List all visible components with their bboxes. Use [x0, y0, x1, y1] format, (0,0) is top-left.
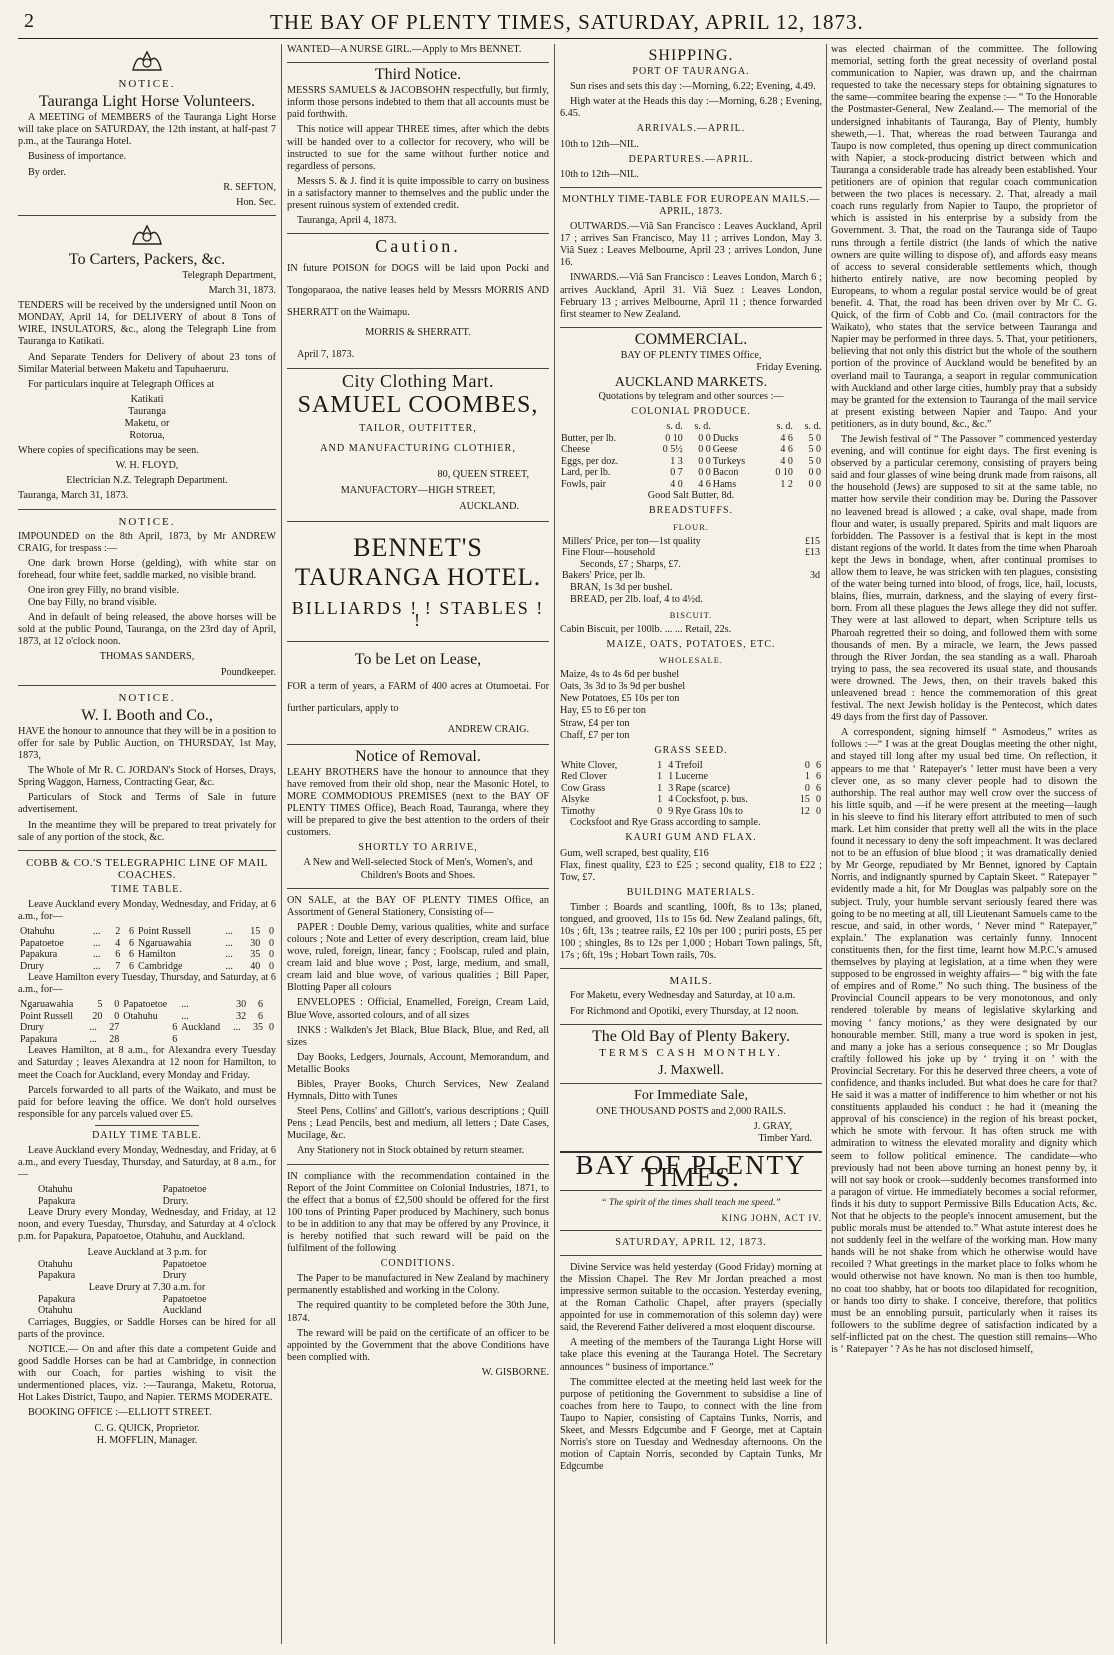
ad-address: MANUFACTORY—HIGH STREET, — [340, 484, 496, 496]
ad-title: Tauranga Light Horse Volunteers. — [38, 93, 255, 111]
grass-seed-table — [560, 760, 822, 818]
table-row: Otahuhu Auckland — [38, 1305, 202, 1317]
article-text: For Maketu, every Wednesday and Saturday, at 10 a.m. — [570, 990, 796, 1002]
table-row: White Clover, 1 4 Trefoil 0 6 — [561, 759, 821, 771]
table-row: Papakura ... 6 6 Hamilton ... 35 0 — [20, 949, 274, 961]
ad-body: Leaves Hamilton, at 8 a.m., for Alexandra every Tuesday and Saturday ; leaves Alexandra at 12 noon for Hamilton, to meet the Coach for Auckland, every Monday and Friday. — [18, 1045, 276, 1081]
column-3 — [560, 44, 822, 1646]
table-row: Timothy 0 9 Rye Grass 10s to 12 0 — [561, 805, 821, 817]
ad-title: Notice of Removal. — [355, 747, 481, 765]
ad-signer: THOMAS SANDERS, — [99, 651, 195, 663]
article-text: Quotations by telegram and other sources :— — [598, 391, 784, 403]
ad-body: A New and Well-selected Stock of Men's, Women's, and Children's Boots and Shoes. — [303, 857, 533, 881]
ad-body: Any Stationery not in Stock obtained by return steamer. — [297, 1145, 525, 1157]
ad-title: Third Notice. — [374, 66, 462, 84]
section-heading: PORT OF TAURANGA. — [632, 66, 750, 78]
section-heading: TIME TABLE. — [111, 883, 183, 895]
article-text: Flax, finest quality, £23 to £25 ; second quality, £18 to £22 ; Tow, £7. — [560, 859, 822, 883]
table-row: Papakura Drury — [38, 1270, 187, 1282]
column-4 — [831, 44, 1097, 1646]
ad-signer: MORRIS & SHERRATT. — [365, 327, 471, 339]
ad-title: To be Let on Lease, — [354, 650, 482, 668]
article-text: The committee elected at the meeting held last week for the purpose of petitioning the Government to subsidise a line of coaches from here to Taupo, to connect with the line from Taupo to Napier, consisting of Captains Tunks, Norris, and Skeet, and Messrs Edgcumbe and F George, met at Captain Norris's store on Tuesday and Wednesday afternoons. On the motion of Captain Norris, seconded by Captain Tunks, Mr Edgcumbe — [560, 1376, 822, 1473]
section-title: MONTHLY TIME-TABLE FOR EUROPEAN MAILS.—APRIL, 1873. — [562, 193, 820, 217]
ad-title: W. I. Booth and Co., — [81, 706, 213, 724]
table-row: Red Clover 1 1 Lucerne 1 6 — [561, 771, 821, 783]
page-number: 2 — [24, 10, 34, 32]
table-row: Drury ... 7 6 Cambridge ... 40 0 — [20, 960, 274, 972]
ad-body: The Paper to be manufactured in New Zealand by machinery permanently established and working in the Colony. — [287, 1273, 549, 1297]
ad-signer: J. Maxwell. — [658, 1062, 724, 1078]
ad-signer-role: Hon. Sec. — [236, 196, 276, 208]
masthead — [0, 0, 1114, 40]
article-text: Chaff, £7 per ton — [560, 729, 630, 741]
article-text: Good Salt Butter, 8d. — [647, 490, 735, 502]
ad-body: Particulars of Stock and Terms of Sale in future advertisement. — [18, 792, 276, 816]
ad-address: AUCKLAND. — [459, 501, 519, 513]
ad-date: Tauranga, April 4, 1873. — [297, 215, 397, 227]
ad-body: The Whole of Mr R. C. JORDAN's Stock of Horses, Drays, Spring Waggon, Harness, Contracting Gear, &c. — [18, 765, 276, 789]
table-row: Otahuhu Papatoetoe — [38, 1184, 207, 1196]
ad-place: Maketu, or — [124, 417, 170, 429]
section-heading: GRASS SEED. — [654, 744, 728, 756]
ad-place: Rotorua, — [129, 430, 165, 442]
table-row: Alsyke 1 4 Cocksfoot, p. bus. 15 0 — [561, 794, 821, 806]
table-row: Bakers' Price, per lb. 3d — [562, 570, 820, 582]
ad-title: City Clothing Mart. — [341, 370, 494, 391]
article-text: BREAD, per 2lb. loaf, 4 to 4½d. — [570, 593, 703, 605]
fare-table — [18, 926, 276, 972]
ad-body: Bibles, Prayer Books, Church Services, New Zealand Hymnals, Ditto with Tunes — [287, 1078, 549, 1103]
ad-title: For Immediate Sale, — [634, 1087, 748, 1103]
section-heading: MAILS. — [669, 975, 713, 988]
ad-body: TENDERS will be received by the undersigned until Noon on MONDAY, April 14, for DELIVERY of about 8 Tons of WIRE, INSULATORS, &c., along the Telegraph Line from Tauranga to Katikati. — [18, 300, 276, 348]
ad-body: And Separate Tenders for Delivery of about 23 tons of Similar Material between Maketu and Tapuhaeruru. — [18, 351, 276, 375]
section-heading: WHOLESALE. — [658, 655, 724, 666]
table-row: Cow Grass 1 3 Rape (scarce) 0 6 — [561, 782, 821, 794]
ad-body: LEAHY BROTHERS have the honour to announce that they have removed from their old shop, near the Masonic Hotel, to MORE COMMODIOUS PREMISES (next to the BAY OF PLENTY TIMES Office), Beach Road, Tauranga, where they will be prepared to give the best attention to the orders of their customers. — [287, 766, 549, 839]
produce-table — [560, 421, 822, 490]
column-2 — [287, 44, 549, 1646]
ad-text: AND MANUFACTURING CLOTHIER, — [320, 442, 516, 454]
ad-body: Leave Drury at 7.30 a.m. for — [88, 1281, 206, 1293]
ad-place: Katikati — [130, 393, 164, 405]
section-heading: CONDITIONS. — [380, 1258, 456, 1270]
article-text: Cabin Biscuit, per 100lb. ... ... Retail, 22s. — [560, 623, 732, 635]
ad-body: And in default of being released, the above horses will be sold at the public Pound, Tauranga, on the 23rd day of April, 1873, at 12 o'clock noon. — [18, 612, 276, 648]
table-row: Otahuhu Papatoetoe — [38, 1258, 207, 1270]
flour-table — [560, 536, 822, 582]
ad-body: Leave Auckland every Monday, Wednesday, and Friday, at 6 a.m., for— — [18, 898, 276, 923]
section-heading: DAILY TIME TABLE. — [92, 1129, 202, 1141]
table-header: s. d. s. d. s. d. s. d. — [666, 421, 821, 433]
article-text: Straw, £4 per ton — [560, 717, 630, 729]
article-text: A correspondent, signing himself “ Asmodeus,” writes as follows :—“ I was at the great Douglas meeting the other night, and stayed till long after my usual bed time. On reflection, it appears to me that ‘ Ratepayer's ’ letter must have been a very clever one, as so many clever people had to disown the authorship. The real author may well crow over the success of his little squib, and —if he were present at the meeting—laugh in his sleeve to find his literary effort attributed to men of such mark. Let him consider that pretty well all the wits in the place found it necessary to deny the soft impeachment. It was declared not to be an effusion of blue blood ; it was dramatically denied by Mr George, repudiated by Mr Bennet, ignored by Captain Norris, and indignantly spurned by Captain Skeet. “ Ratepayer ” evidently made a hit, for Mr Douglas was palpably sore on the subject. Truly, your humble servant seriously feared there was going to be no meeting at all, till Lieutenant Samuels came to the rescue, and said, in other words, ‘ Never mind “ Ratepayer,” explain.’ The explanation was certainly funny. Innocent constituents then, for the first time, learnt how M.P.C.'s amused themselves by playing at legislation, at a time when they were supposed to be engrossed in weighty affairs— “ big with the fate of empires and of Rome.” No such thing. The business of the Provincial Council appears to be very monotonous, and only rendered tolerable by means of legislative skylarking and moving ‘ fancy motions,’ as they were designated by our honourable member. Still, many a true word is spoken in jest, and many a joke has a serious consequence ; so Mr Douglas craftily followed his joke up by ‘ trying it on ’ with the Provincial Secretary. For this he deserved three cheers, a vote of confidence, and thanks included. But what does he care for that? He said it was a matter of indifference to him whether or not his constituents applauded his conduct : he had it (meaning the approval of his conscience) in the region of his breast pocket, which he smote with fervour. It has often struck me with admiration to witness the elevated morality and dignity which seem to follow political eminence. The candidate—who previously had not been above turning an honest penny by, it will not say hook or crook—suddenly becomes transformed into a paragon of virtue. He immediately becomes a social reformer, finds it his duty to support Permissive Bills Education Acts, &c. Not that he objects to the people's innocent amusement, but the public morals must be attended to.” What astute interest does he not suddenly feel in the welfare of the working man. How many hands will he not shake from which he otherwise would have recoiled ? What greetings in the market place to folks whom he would otherwise not have known. No man is then too humble, no coat too shabby, hat or boots too dilapidated for recognition, or hands too dirty to shake. I conceive, therefore, that politics must be an ennobling pursuit, particularly when it raises its followers to the sublime degree of satisfaction indicated by a self-inflicted pat on the chest. The question still remains—Who is ‘ Ratepayer ’ ? As he has not disclosed himself, — [831, 727, 1097, 1356]
ad-body: Steel Pens, Collins' and Gillott's, various descriptions ; Quill Pens ; Lead Pencils, best and medium, all letters ; Date Cases, Mucilage, &c. — [287, 1106, 549, 1142]
route-table — [18, 1184, 276, 1207]
ad-body: WANTED—A NURSE GIRL.—Apply to Mrs BENNET. — [287, 44, 522, 55]
column-divider — [554, 44, 555, 1644]
ad-body: INKS : Walkden's Jet Black, Blue Black, Blue, and Red, all sizes — [287, 1024, 549, 1048]
article-text: was elected chairman of the committee. The following memorial, setting forth the great necessity of overland postal communication to Napier, was drawn up, and the chairman requested to take the necessary steps for obtaining signatures to the same—commitee bearing the expense :— “ To the Honorable the Postmaster-General, New Zealand.— The memorial of the undersigned inhabitants of Tauranga, Bay of Plenty, humbly sheweth,—1. That, whereas the road between Tauranga and Taupo is now completed, thus opening up direct communication with Napier, a stock-producing district between which and Tauranga a considerable trade has already been established. Your petitioners are of opinion that regular coach communication between the two places is necessary. 2. That, already a mail coach runs regularly from Napier to Taupo, the proprietor of which is assisted in his enterprise by a subsidy from the Government. 3. That, the road on the Tauranga side of Taupo runs through a fertile district (the lands of which the native owners are quite willing to dispose of), and affords easy means of access to several considerable settlements which, though hitherto entirely native, are now becoming peopled by Europeans, to whom a regular postal service would be of great benefit. 4. That, the road has been driven over by Mr C. G. Quick, of the firm of Cobb and Co. (mail contractors for the Waikato), who states that the service between Tauranga and Napier may be performed in three days. 5. That, your petitioners, believing that not only this district but the whole of the southern portion of the province of Auckland would be benefited by an overland mail to Tauranga, a seaport in regular communication with Auckland and other large cities, humbly pray that a subsidy may be granted for the extension to Tauranga of the mail service at present existing between Napier and Taupo. And your petitioners, as in duty bound, &c., &c.” — [831, 44, 1097, 430]
ad-body: One iron grey Filly, no brand visible. — [28, 585, 179, 596]
ad-title: COBB & CO.'S TELEGRAPHIC LINE OF MAIL COACHES. — [26, 856, 268, 881]
ad-body: Parcels forwarded to all parts of the Waikato, and must be paid for before leaving the office. We don't hold ourselves responsible for any parcels valued over £5. — [18, 1084, 276, 1120]
ad-signer: J. GRAY, — [753, 1121, 792, 1133]
ad-body: Carriages, Buggies, or Saddle Horses can be hired for all parts of the province. — [18, 1316, 276, 1340]
article-text: Sun rises and sets this day :—Morning, 6.22; Evening, 4.49. — [570, 81, 816, 93]
section-heading: BISCUIT. — [669, 609, 713, 620]
ad-body: Leave Drury every Monday, Wednesday, and Friday, at 12 noon, and every Tuesday, Thursday, and Saturday at 4 o'clock p.m. for Papakura, Papatoetoe, Otahuhu, and Auckland. — [18, 1207, 276, 1243]
table-row: Butter, per lb. 0 10 0 0 Ducks 4 6 5 0 — [561, 432, 821, 444]
section-heading: COLONIAL PRODUCE. — [631, 406, 751, 418]
table-row: Cheese 0 5½ 0 0 Geese 4 6 5 0 — [561, 444, 821, 456]
article-text: 10th to 12th—NIL. — [560, 138, 639, 150]
table-row: Lard, per lb. 0 7 0 0 Bacon 0 10 0 0 — [561, 467, 821, 479]
article-text: Divine Service was held yesterday (Good Friday) morning at the Mission Chapel. The Rev Mr Jordan preached a most impressive sermon suitable to the occasion. Yesterday evening, at the Roman Catholic Chapel, after prayers (specially appointed for use in commemoration of this solemn day) were said, the Reverend Father delivered a most eloquent discourse. — [560, 1261, 822, 1334]
ad-body: One dark brown Horse (gelding), with white star on forehead, four white feet, saddle marked, no visible brand. — [18, 557, 276, 581]
ad-body: One bay Filly, no brand visible. — [28, 597, 157, 609]
ad-date: March 31, 1873. — [208, 285, 276, 297]
ad-body: MESSRS SAMUELS & JACOBSOHN respectfully, but firmly, inform those persons indebted to them that all accounts must be paid forthwith. — [287, 85, 549, 121]
ad-body: The reward will be paid on the certificate of an officer to be appointed by the Government that the above Conditions have been complied with. — [287, 1327, 549, 1363]
table-row: Ngaruawahia 5 0 Papatoetoe ... 30 6 — [20, 999, 264, 1011]
route-table — [18, 1294, 276, 1317]
table-row: Point Russell 20 0 Otahuhu ... 32 6 — [20, 1010, 264, 1022]
ad-signer: W. GISBORNE. — [481, 1366, 549, 1378]
ad-title: To Carters, Packers, &c. — [68, 250, 226, 268]
ad-signer: R. SEFTON, — [223, 181, 276, 193]
ad-body: HAVE the honour to announce that they will be in a position to offer for sale by Public Auction, on THURSDAY, 1st May, 1873, — [18, 725, 276, 762]
table-row: Papakura ... 28 6 — [20, 1033, 178, 1045]
ad-body: Messrs S. & J. find it is quite impossible to carry on business in a satisfactory manner to themselves and the public under the present ruinous system of extended credit. — [287, 175, 549, 212]
table-row: Fine Flour—household £13 — [562, 547, 820, 559]
section-heading: ARRIVALS.—APRIL. — [636, 123, 746, 135]
ad-body: IN future POISON for DOGS will be laid upon Pocki and Tongoparaoa, the native leases held by Messrs MORRIS AND SHERRATT on the Waimapu. — [287, 263, 549, 319]
section-title: SHIPPING. — [648, 47, 734, 64]
ad-body: IN compliance with the recommendation contained in the Report of the Joint Committee on Colonial Industries, 1871, to the effect that a bonus of £2,500 should be offered for the first 100 tons of Printing Paper produced by Machinery, such bonus to be in addition to any that may be offered by any Province, it is hereby notified that such reward will be paid on the fulfilment of the following — [287, 1170, 549, 1255]
section-title: COMMERCIAL. — [634, 330, 748, 348]
ad-body: By order. — [28, 166, 66, 178]
masthead-rule — [18, 38, 1098, 39]
column-divider — [826, 44, 827, 1644]
ad-body: This notice will appear THREE times, after which the debts will be handed over to a collector for recovery, who will be instructed to sue for the same without further notice and regardless of persons. — [287, 124, 549, 172]
newspaper-title: THE BAY OF PLENTY TIMES, SATURDAY, APRIL 12, 1873. — [270, 10, 864, 34]
article-text: New Potatoes, £5 10s per ton — [560, 693, 680, 705]
article-text: Hay, £5 to £6 per ton — [560, 705, 646, 717]
royal-crest-icon — [129, 222, 165, 248]
ad-body: Day Books, Ledgers, Journals, Account, Memorandum, and Metallic Books — [287, 1051, 549, 1075]
article-text: Cocksfoot and Rye Grass according to sample. — [570, 817, 761, 829]
ad-body: Where copies of specifications may be seen. — [18, 445, 199, 457]
ad-title: TAURANGA HOTEL. — [294, 564, 542, 592]
table-row: Papakura Drury. — [38, 1195, 189, 1207]
ad-body: The required quantity to be completed before the 30th June, 1874. — [287, 1300, 549, 1324]
ad-text: Telegraph Department, — [182, 269, 276, 281]
column-divider — [281, 44, 282, 1644]
article-text: The Jewish festival of “ The Passover ” commenced yesterday evening, and will continue for eight days. The first evening is observed by a particular ceremony, consisting of prayers being said and four glasses of wine being drunk made from raisons, all the household (Jews) are supposed to sit at the same table, no matter how servile their condition may be. During the Passover no leavened bread is allowed ; a cake, oval shape, made from flour and water, is usually prepared. Spirits and malt liquors are forbidden. The Passover is a festival that is kept in the most distant regions of the world. It dates from the time when Pharoah kept the Jews in bondage, when, after continual promises to allow them to leave, he was stricken with ten plagues, consisting of the water being turned into blood, of frogs, lice, hail, locusts, blains, flies, murrain, darkness, and the slaying of every first-born. From all these plagues the Jews allege they did not suffer. They were at last allowed to depart, when Scripture tells us Pharoah regretted their so doing, and followed them with some thousands of men. By a miracle, we learn, the Jews passed through the River Jordan, the sea standing as a wall. Pharoah trying to pass, the sea recovered its usual state, and thousands were drowned. The Jews, then, on their travels baked this unleavened bread : hence the commemoration of this great festival. The next Jewish holiday is the Pentecost, which dates 49 days from the first day of Passover. — [831, 434, 1097, 724]
ad-title: SAMUEL COOMBES, — [297, 391, 539, 418]
ad-body: NOTICE.— On and after this date a competent Guide and good Saddle Horses can be had at Cambridge, in connection with our Coach, for parties wishing to visit the undermentioned places, viz. :—Tauranga, Maketu, Rotorua, Hot Lakes District, Taupo, and Napier. TERMS MODERATE. — [18, 1343, 276, 1404]
ad-body: BOOKING OFFICE :—ELLIOTT STREET. — [28, 1407, 212, 1419]
article-text: High water at the Heads this day :—Morning, 6.28 ; Evening, 6.45. — [560, 96, 822, 120]
section-title: AUCKLAND MARKETS. — [614, 375, 768, 391]
notice-heading: NOTICE. — [118, 515, 176, 528]
section-heading: BUILDING MATERIALS. — [626, 886, 756, 898]
notice-heading: NOTICE. — [118, 691, 176, 704]
column-1 — [18, 44, 276, 1646]
section-heading: FLOUR. — [673, 521, 709, 532]
ad-text: TERMS CASH MONTHLY. — [599, 1046, 783, 1059]
ad-signer: W. H. FLOYD, — [115, 460, 179, 472]
ad-body: ENVELOPES : Official, Enamelled, Foreign, Cream Laid, Blue Wove, assorted colours, and of all sizes — [287, 997, 549, 1021]
editorial-banner: BAY OF PLENTY TIMES. — [575, 1150, 807, 1193]
section-heading: MAIZE, OATS, POTATOES, ETC. — [606, 639, 776, 650]
ad-signer: H. MOFFLIN, Manager. — [96, 1434, 198, 1446]
ad-body: ON SALE, at the BAY OF PLENTY TIMES Office, an Assortment of General Stationery, Consisting of— — [287, 894, 549, 918]
table-row: Papakura Papatoetoe — [38, 1293, 207, 1305]
table-row: Drury ... 27 6 Auckland ... 35 0 — [20, 1022, 274, 1034]
section-heading: BREADSTUFFS. — [649, 505, 733, 517]
table-row: Fowls, pair 4 0 4 6 Hams 1 2 0 0 — [561, 478, 821, 490]
ad-title: The Old Bay of Plenty Bakery. — [591, 1027, 791, 1045]
ad-body: Leave Hamilton every Tuesday, Thursday, and Saturday, at 6 a.m., for— — [18, 972, 276, 996]
article-text: INWARDS.—Viâ San Francisco : Leaves London, March 6 ; arrives Auckland, April 31. Viâ Suez : Leaves London, February 13 ; arrives Melbourne, April 11 ; thence forwarded first steamer to New Zealand. — [560, 272, 822, 320]
article-text: Gum, well scraped, best quality, £16 — [560, 847, 709, 859]
ad-place: Tauranga — [128, 405, 166, 417]
article-text: Oats, 3s 3d to 3s 9d per bushel — [560, 681, 686, 693]
section-heading: DEPARTURES.—APRIL. — [628, 153, 754, 165]
ad-body: Business of importance. — [28, 151, 127, 163]
ad-title: BILLIARDS ! ! STABLES ! ! — [291, 598, 545, 631]
ad-body: PAPER : Double Demy, various qualities, white and surface colours ; Note and Letter of every description, cream laid, blue wove, ruled, foreign, linear, fancy ; Foolscap, ruled and plain, cream laid and blue wove ; Post, large, medium, and small, cream laid and blue wove, of various qualities ; Bill Paper, Blotting Paper all colours — [287, 921, 549, 994]
notice-heading: NOTICE. — [118, 78, 176, 90]
ad-signer-role: Poundkeeper. — [220, 666, 276, 678]
ad-signer-role: Timber Yard. — [758, 1133, 812, 1145]
table-row: Papatoetoe ... 4 6 Ngaruawahia ... 30 0 — [20, 937, 274, 949]
ad-body: Leave Auckland at 3 p.m. for — [87, 1246, 207, 1258]
article-text: Maize, 4s to 4s 6d per bushel — [560, 669, 680, 681]
ad-body: Leave Auckland every Monday, Wednesday, and Friday, at 6 a.m., and every Tuesday, Thursday, and Saturday, at 8 a.m., for— — [18, 1145, 276, 1181]
article-text: Timber : Boards and scantling, 100ft, 8s to 13s; planed, tongued, and grooved, 11s to 15s 6d. New Zealand palings, 6ft, 10s ; 6ft, 13s ; teatree rails, £2 10s per 100 ; puriri posts, £5 per 100 ; shingles, 8s to 12s per 1,000 ; Hobart Town palings, 5ft, 17s ; 6ft, 19s ; Hobart Town rails, 70s. — [560, 901, 822, 962]
ad-signer: ANDREW CRAIG. — [447, 723, 529, 735]
ad-body: IMPOUNDED on the 8th April, 1873, by Mr ANDREW CRAIG, for trespass :— — [18, 530, 276, 554]
ad-signer-role: Electrician N.Z. Telegraph Department. — [66, 475, 228, 487]
article-text: Friday Evening. — [756, 361, 822, 373]
ad-body: ONE THOUSAND POSTS and 2,000 RAILS. — [596, 1106, 786, 1118]
article-text: BRAN, 1s 3d per bushel. — [570, 581, 673, 593]
editorial-motto: “ The spirit of the times shall teach me speed.” — [601, 1197, 781, 1208]
table-row: Millers' Price, per ton—1st quality £15 — [562, 535, 820, 547]
ad-signer: C. G. QUICK, Proprietor. — [94, 1422, 200, 1434]
ad-body: A MEETING of MEMBERS of the Tauranga Light Horse will take place on SATURDAY, the 12th instant, at half-past 7 p.m., at the Tauranga Hotel. — [18, 112, 276, 148]
editorial-date: SATURDAY, APRIL 12, 1873. — [615, 1236, 767, 1248]
royal-crest-icon — [129, 48, 165, 74]
article-text: A meeting of the members of the Tauranga Light Horse will take place this evening at the Tauranga Hotel. The Secretary announces “ business of importance.” — [560, 1337, 822, 1373]
ad-title: BENNET'S — [353, 533, 483, 563]
section-heading: SHORTLY TO ARRIVE, — [358, 842, 478, 854]
ad-date: April 7, 1873. — [297, 349, 355, 361]
article-text: OUTWARDS.—Viâ San Francisco : Leaves Auckland, April 17 ; arrives San Francisco, May 11 ; arrives London, May 3. Viâ Suez : Leaves Melbourne, April 23 ; arrives London, June 16. — [560, 221, 822, 269]
article-text: BAY OF PLENTY TIMES Office, — [620, 349, 762, 361]
section-heading: KAURI GUM AND FLAX. — [625, 832, 757, 844]
table-row: Eggs, per doz. 1 3 0 0 Turkeys 4 0 5 0 — [561, 455, 821, 467]
ad-text: TAILOR, OUTFITTER, — [359, 422, 477, 434]
ad-date: Tauranga, March 31, 1873. — [18, 490, 129, 502]
article-text: For Richmond and Opotiki, every Thursday, at 12 noon. — [570, 1005, 799, 1017]
ad-body: FOR a term of years, a FARM of 400 acres at Otumoetai. For further particulars, apply to — [287, 680, 549, 714]
fare-table — [18, 999, 276, 1045]
table-row: Seconds, £7 ; Sharps, £7. — [580, 558, 681, 570]
editorial-motto-source: KING JOHN, ACT IV. — [721, 1212, 822, 1223]
ad-address: 80, QUEEN STREET, — [437, 468, 529, 480]
ad-body: In the meantime they will be prepared to treat privately for sale of any portion of the stock, &c. — [18, 819, 276, 843]
route-table — [18, 1259, 276, 1282]
article-text: 10th to 12th—NIL. — [560, 168, 639, 180]
ad-body: For particulars inquire at Telegraph Offices at — [28, 378, 215, 390]
ad-title: Caution. — [375, 236, 461, 257]
table-row: Otahuhu ... 2 6 Point Russell ... 15 0 — [20, 926, 274, 938]
